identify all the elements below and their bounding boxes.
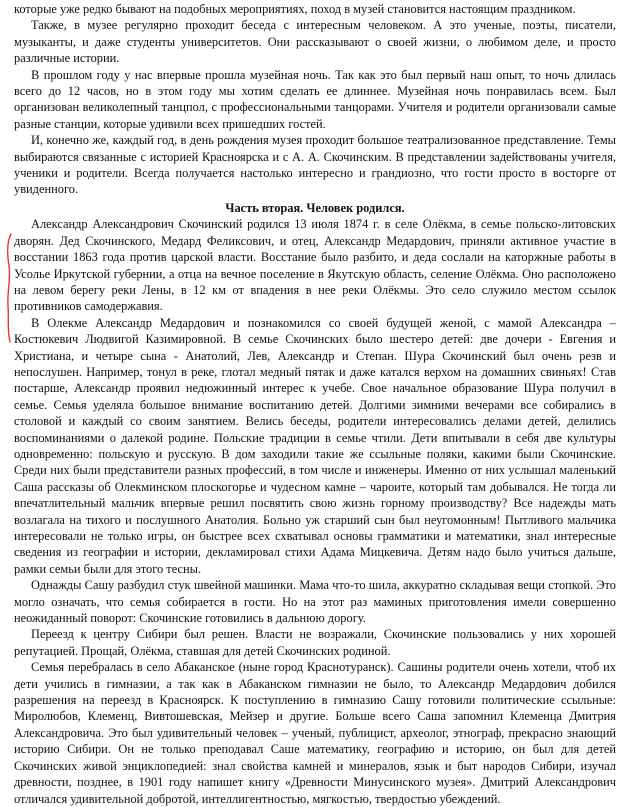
paragraph-birth: Александр Александрович Скочинский родился 13 июля 1874 г. в селе Олёкма, в семье польско-литовских дворян. Дед Скочинского, Медард Феликсович, и отец, Александр Медардович, приняли активное участие в восстании 1863 года против царской власти. Восстание было разбито, и деда сослали на каторжные работы в Усолье Иркутской губернии, а отца на вечное поселение в Якутскую область, селение Олёкма. Оно расположено на левом берегу реки Лены, в 12 км от впадения в нее реки Олёкмы. Это село служило местом ссылок противников самодержавия. [14,217,616,314]
paragraph-childhood: В Олекме Александр Медардович и познакомился со своей будущей женой, с мамой Александра – Костюкевич Людвигой Казимировной. В семье Скочинских было шестеро детей: две дочери - Евгения и Христиана, и четыре сына - Анатолий, Лев, Александр и Степан. Шура Скочинский был очень резв и непослушен. Например, тонул в реке, глотал медный пятак и даже катался верхом на домашних свиньях! Став постарше, Александр проявил недюжинный интерес к учебе. Свое начальное образование Шура получил в семье. Семья уделяла большое внимание воспитанию детей. Долгими зимними вечерами все собирались в столовой и каждый со своим занятием. Велись беседы, родители интересовались делами детей, делились воспоминаниями о далекой родине. Польские традиции в семье чтили. Дети впитывали в себя две культуры одновременно: польскую и русскую. В дом заходили такие же ссыльные поляки, какими были Скочинские. Среди них были представители разных профессий, в том числе и инженеры. Именно от них услышал маленький Саша рассказы об Олекминском плоскогорье и чудесном камне – чароите, который там добывался. Не тогда ли впечатлительный мальчик впервые решил посвятить свою жизнь горному производству? Все надежды мать возлагала на тихого и послушного Анатолия. Больно уж старший сын был неугомонным! Пытливого мальчика интересовали не только игры, он быстрее всех схватывал основы грамматики и математики, знал интересные сведения из географии и истории, декламировал стихи Адама Мицкевича. Детям надо было учиться дальше, рамки семьи были для этого тесны. [14,315,616,576]
margin-mark-stroke [8,234,11,342]
paragraph-museum-birthday: И, конечно же, каждый год, в день рождения музея проходит большое театрализованное представление. Темы выбираются связанные с историей Красноярска и с А. А. Скочинским. В представлении задействованы учителя, ученики и родители. Всегда получается настолько интересно и грандиозно, что гости просто в восторге от увиденного. [14,133,616,197]
handwritten-margin-mark [4,232,14,344]
paragraph-interesting-people: Также, в музее регулярно проходит беседа с интересным человеком. А это ученые, поэты, писатели, музыканты, и даже студенты университетов. Они рассказывают о своей жизни, о любимом деле, и просто различные истории. [14,18,616,66]
paragraph-sewing-machine: Однажды Сашу разбудил стук швейной машинки. Мама что-то шила, аккуратно складывая вещи стопкой. Это могло означать, что семья собирается в гости. Но на этот раз маминых приготовления имели совершенно неожиданный поворот: Скочинские готовились в дальнюю дорогу. [14,578,616,626]
paragraph-abakanskoe: Семья перебралась в село Абаканское (ныне город Краснотуранск). Сашины родители очень хотели, чтоб их дети учились в гимназии, а так как в Абаканском гимназии не было, то Александр Медардович добился разрешения на переезд в Красноярск. К поступлению в гимназию Сашу готовили политические ссыльные: Миролюбов, Клеменц, Вивтошевская, Мейзер и другие. Больше всего Саша запомнил Клеменца Дмитрия Александровича. Это был удивительный человек – ученый, публицист, археолог, этнограф, прекрасно знающий историю Сибири. Он не только преподавал Саше математику, географию и историю, он был для детей Скочинских живой энциклопедией: знал свойства камней и минералов, язык и быт народов Сибири, изучал древности, позднее, в 1901 году напишет книгу «Древности Минусинского музея». Дмитрий Александрович отличался удивительной добротой, интеллигентностью, мягкостью, твердостью убеждений. [14,660,616,806]
section-heading: Часть вторая. Человек родился. [225,200,405,215]
paragraph-museum-night: В прошлом году у нас впервые прошла музейная ночь. Так как это был первый наш опыт, то ночь длилась всего до 12 часов, но в этом году мы хотим сделать ее длиннее. Музейная ночь понравилась всем. Был организован великолепный танцпол, с профессиональными танцорами. Учителя и родители организовали самые разные станции, которые удивили всех пришедших гостей. [14,67,616,131]
paragraph-move-siberia: Переезд к центру Сибири был решен. Власти не возражали, Скочинские пользовались у них хорошей репутацией. Прощай, Олёкма, ставшая для детей Скочинских родиной. [14,627,616,658]
paragraph-festival-end: которые уже редко бывают на подобных мероприятиях, поход в музей становится настоящим праздником. [14,2,576,16]
